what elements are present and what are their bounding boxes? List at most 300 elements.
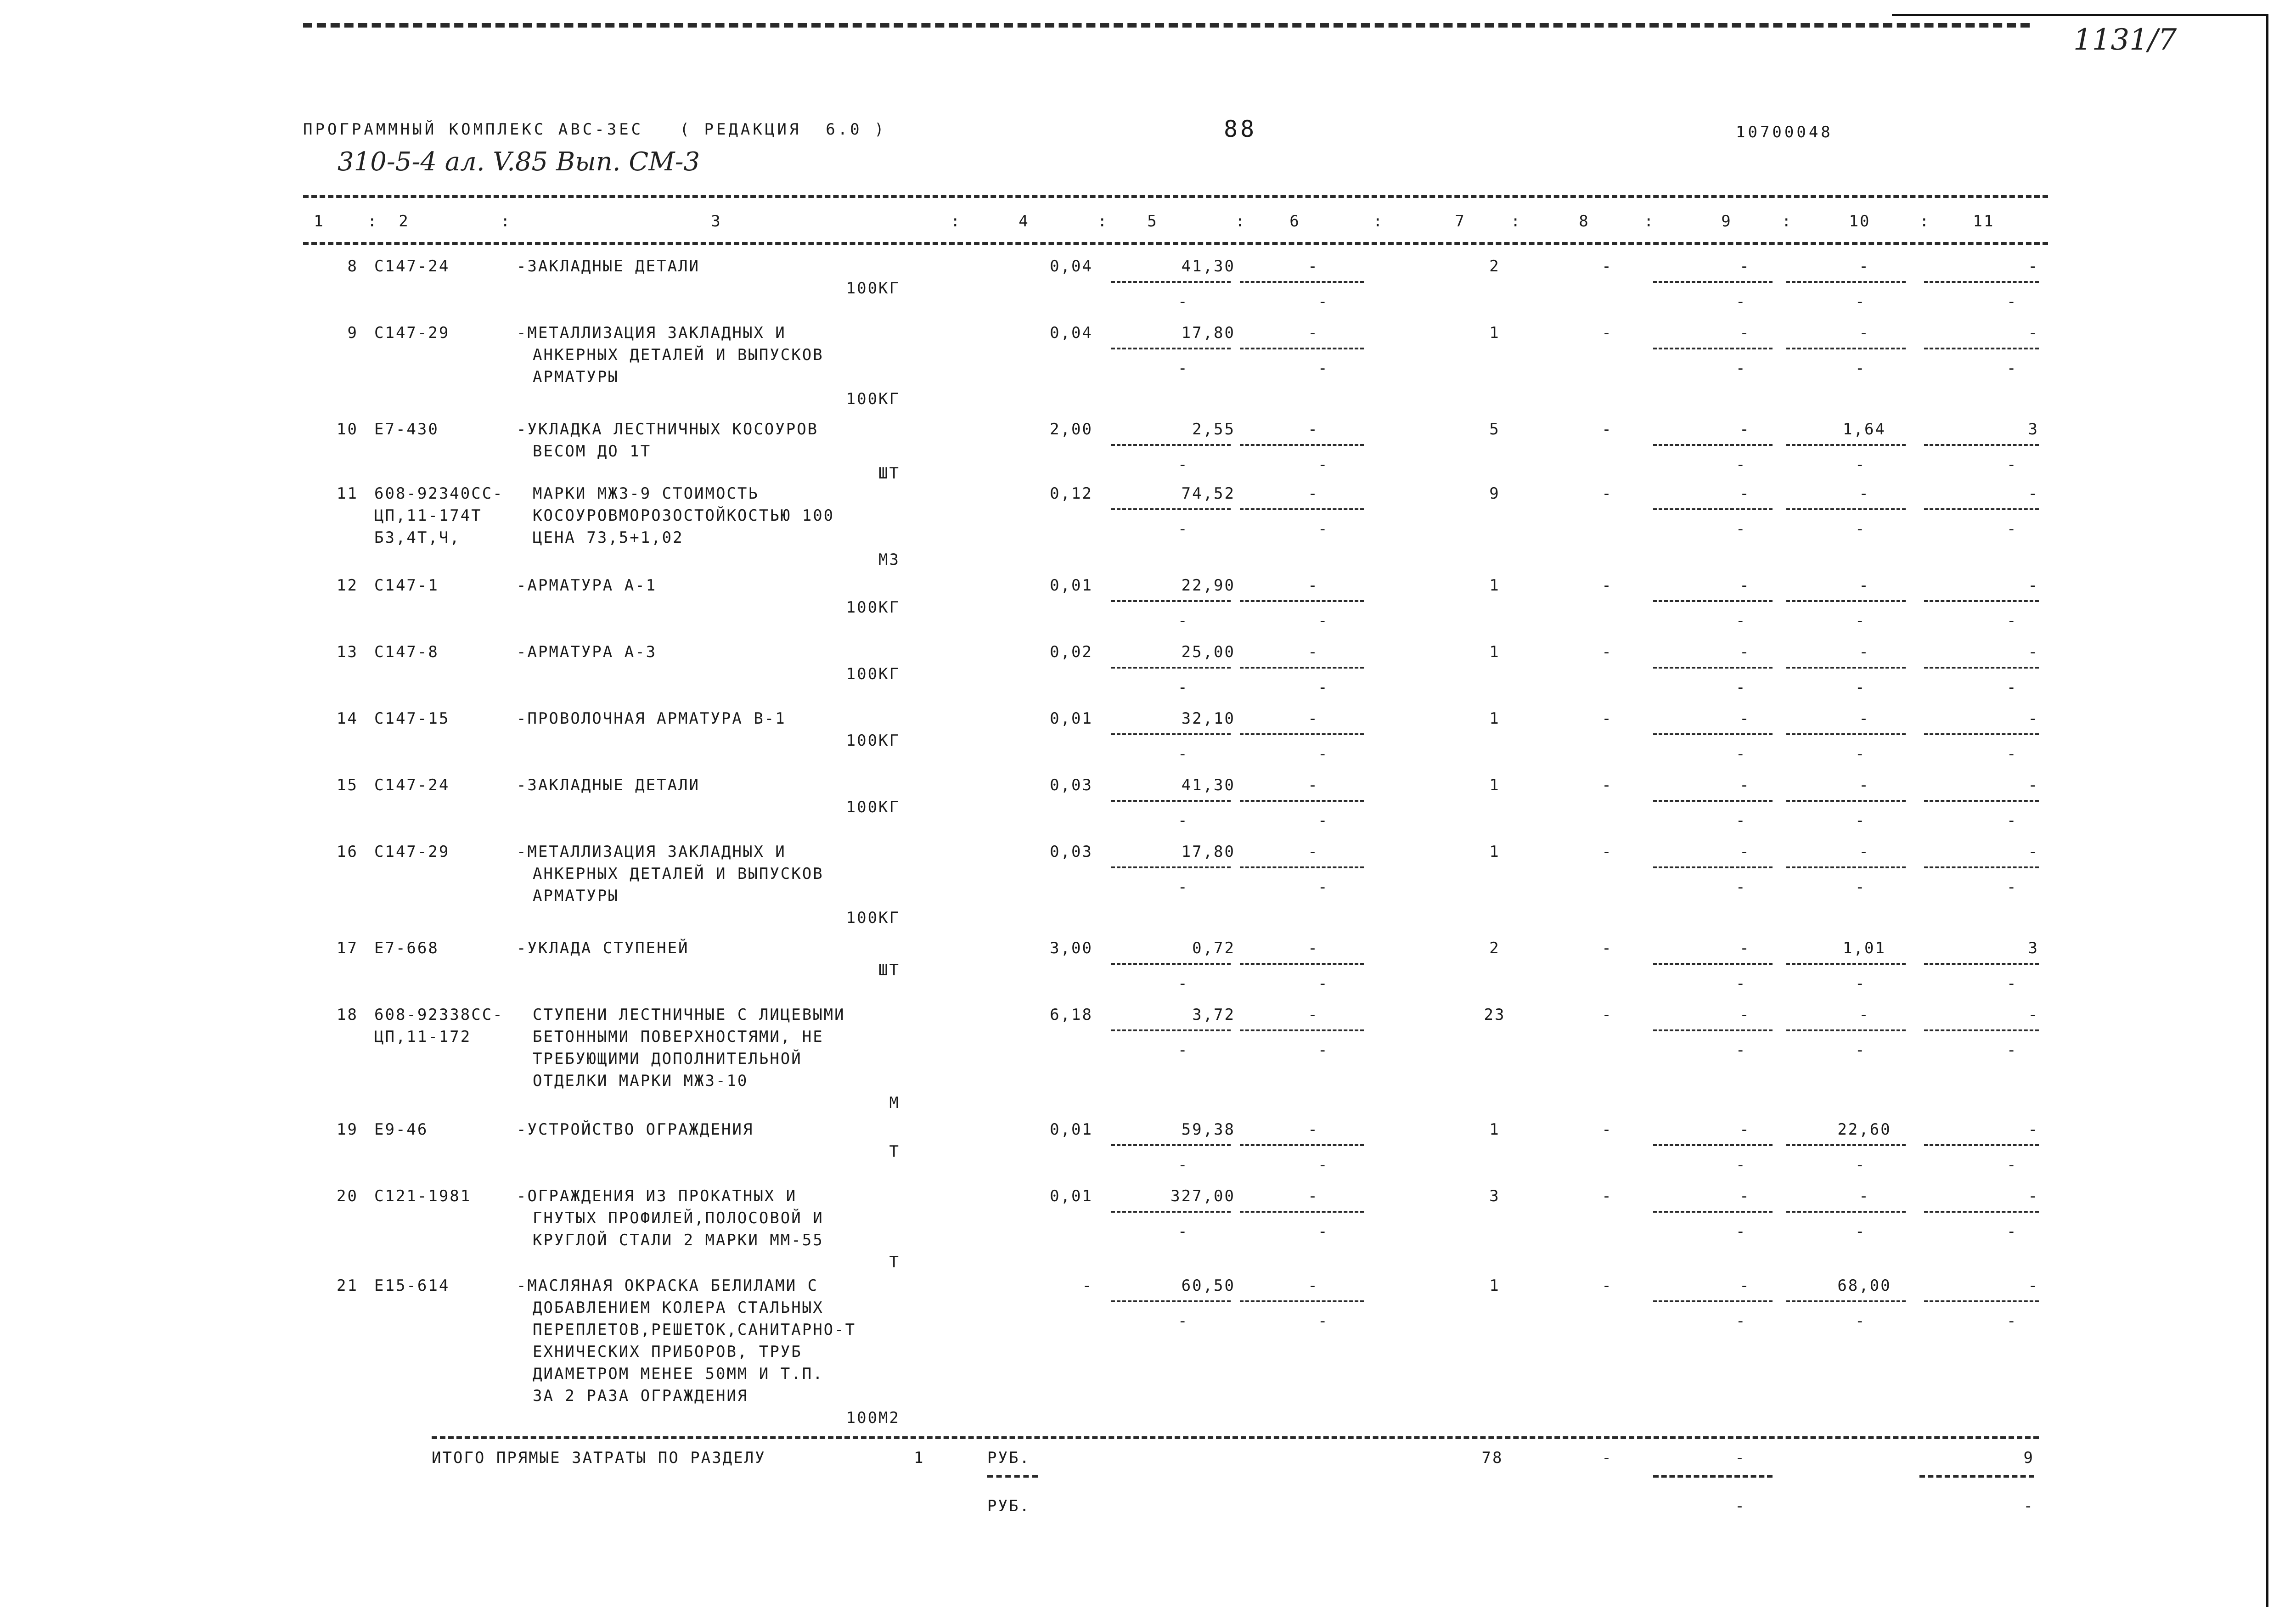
cell-sub-rule: [1924, 1144, 2039, 1146]
cell-empty-mark: -: [1178, 878, 1187, 896]
row-col7: 1: [1489, 324, 1500, 342]
column-number-7: 7: [1455, 212, 1466, 231]
cell-empty-mark: -: [2007, 1156, 2016, 1174]
row-col7: 3: [1489, 1187, 1500, 1205]
row-number: 13: [337, 643, 358, 661]
cell-sub-rule: [1240, 1211, 1364, 1213]
row-col9: -: [1739, 1187, 1750, 1205]
row-description-line: -ЗАКЛАДНЫЕ ДЕТАЛИ: [517, 776, 700, 794]
cell-sub-rule: [1111, 444, 1231, 446]
cell-sub-rule: [1240, 444, 1364, 446]
cell-empty-mark: -: [1178, 974, 1187, 993]
row-col6: -: [1308, 776, 1319, 794]
cell-empty-mark: -: [1318, 974, 1328, 993]
row-code-line: С147-1: [374, 576, 439, 595]
row-description-line: -АРМАТУРА А-3: [517, 643, 657, 661]
row-col10: -: [1859, 1187, 1870, 1205]
cell-empty-mark: -: [1318, 1312, 1328, 1330]
row-unit: 100КГ: [846, 390, 900, 408]
row-description-line: -МАСЛЯНАЯ ОКРАСКА БЕЛИЛАМИ С: [517, 1277, 819, 1295]
column-number-11: 11: [1973, 212, 1995, 231]
row-unit: 100КГ: [846, 798, 900, 816]
row-col4-quantity: -: [1082, 1277, 1093, 1295]
row-col5-price: 2,55: [1192, 420, 1235, 439]
row-description-line: ОТДЕЛКИ МАРКИ МЖЗ-10: [533, 1072, 748, 1090]
row-col5-price: 74,52: [1181, 484, 1235, 503]
row-col4-quantity: 2,00: [1050, 420, 1093, 439]
cell-empty-mark: -: [1855, 1041, 1865, 1059]
row-description-line: -МЕТАЛЛИЗАЦИЯ ЗАКЛАДНЫХ И: [517, 324, 786, 342]
cell-sub-rule: [1924, 1211, 2039, 1213]
row-col6: -: [1308, 843, 1319, 861]
column-number-1: 1: [314, 212, 325, 231]
cell-empty-mark: -: [1855, 612, 1865, 630]
cell-empty-mark: -: [2007, 359, 2016, 377]
row-description-line: ЦЕНА 73,5+1,02: [533, 529, 684, 547]
row-col9: -: [1739, 776, 1750, 794]
row-col9: -: [1739, 939, 1750, 957]
totals-col11-second: -: [2023, 1497, 2034, 1515]
row-col10: 1,64: [1843, 420, 1886, 439]
row-col9: -: [1739, 709, 1750, 728]
frame-right-line: [2266, 14, 2268, 1607]
cell-sub-rule: [1786, 444, 1906, 446]
cell-sub-rule: [1786, 1211, 1906, 1213]
totals-col8: -: [1602, 1449, 1613, 1467]
row-unit: 100КГ: [846, 909, 900, 927]
cell-empty-mark: -: [1318, 811, 1328, 830]
column-separator: :: [1373, 212, 1384, 231]
column-separator: :: [367, 212, 378, 231]
cell-empty-mark: -: [2007, 520, 2016, 538]
row-description-line: -МЕТАЛЛИЗАЦИЯ ЗАКЛАДНЫХ И: [517, 843, 786, 861]
row-col6: -: [1308, 420, 1319, 439]
cell-empty-mark: -: [1736, 292, 1745, 311]
row-description-line: АРМАТУРЫ: [533, 368, 619, 386]
header-rule-bottom: [303, 242, 2048, 245]
cell-sub-rule: [1653, 866, 1773, 868]
totals-label: ИТОГО ПРЯМЫЕ ЗАТРАТЫ ПО РАЗДЕЛУ: [432, 1449, 766, 1467]
row-col4-quantity: 6,18: [1050, 1006, 1093, 1024]
row-col7: 1: [1489, 576, 1500, 595]
row-number: 11: [337, 484, 358, 503]
row-col5-price: 25,00: [1181, 643, 1235, 661]
row-col4-quantity: 0,02: [1050, 643, 1093, 661]
row-description-line: -УКЛАДКА ЛЕСТНИЧНЫХ КОСОУРОВ: [517, 420, 819, 439]
cell-empty-mark: -: [1318, 359, 1328, 377]
cell-sub-rule: [1653, 733, 1773, 735]
cell-sub-rule: [1240, 963, 1364, 965]
row-col11: -: [2028, 484, 2039, 503]
column-number-10: 10: [1849, 212, 1871, 231]
row-col9: -: [1739, 843, 1750, 861]
row-code-line: ЦП,11-174Т: [374, 506, 482, 525]
cell-empty-mark: -: [1318, 678, 1328, 697]
cell-empty-mark: -: [1736, 359, 1745, 377]
cell-sub-rule: [1653, 963, 1773, 965]
row-col10: -: [1859, 643, 1870, 661]
cell-empty-mark: -: [2007, 974, 2016, 993]
row-col11: -: [2028, 576, 2039, 595]
row-unit: 100М2: [846, 1409, 900, 1427]
column-separator: :: [1644, 212, 1655, 231]
row-col4-quantity: 0,04: [1050, 324, 1093, 342]
cell-empty-mark: -: [1178, 745, 1187, 763]
totals-rule: [432, 1436, 2039, 1439]
cell-sub-rule: [1240, 1144, 1364, 1146]
cell-sub-rule: [1240, 800, 1364, 802]
cell-sub-rule: [1786, 1029, 1906, 1031]
cell-empty-mark: -: [2007, 292, 2016, 311]
row-col6: -: [1308, 324, 1319, 342]
cell-sub-rule: [1111, 281, 1231, 283]
row-col5-price: 41,30: [1181, 776, 1235, 794]
cell-sub-rule: [1111, 866, 1231, 868]
totals-section: 1: [914, 1449, 925, 1467]
row-unit: 100КГ: [846, 598, 900, 617]
row-col5-price: 0,72: [1192, 939, 1235, 957]
cell-sub-rule: [1240, 1029, 1364, 1031]
column-number-3: 3: [711, 212, 722, 231]
cell-sub-rule: [1111, 733, 1231, 735]
row-col4-quantity: 0,01: [1050, 1187, 1093, 1205]
cell-empty-mark: -: [1736, 678, 1745, 697]
row-col8: -: [1602, 1187, 1613, 1205]
row-description-line: -ПРОВОЛОЧНАЯ АРМАТУРА В-1: [517, 709, 786, 728]
row-unit: ШТ: [878, 464, 900, 483]
row-unit: Т: [889, 1253, 900, 1271]
cell-sub-rule: [1240, 733, 1364, 735]
cell-empty-mark: -: [1318, 456, 1328, 474]
cell-empty-mark: -: [1178, 811, 1187, 830]
cell-empty-mark: -: [1736, 456, 1745, 474]
cell-empty-mark: -: [1318, 1041, 1328, 1059]
cell-empty-mark: -: [1318, 612, 1328, 630]
cell-sub-rule: [1786, 733, 1906, 735]
row-col9: -: [1739, 576, 1750, 595]
row-description-line: БЕТОННЫМИ ПОВЕРХНОСТЯМИ, НЕ: [533, 1028, 824, 1046]
totals-col9-second: -: [1735, 1497, 1746, 1515]
row-code-line: С121-1981: [374, 1187, 472, 1205]
cell-sub-rule: [1653, 444, 1773, 446]
row-col10: -: [1859, 576, 1870, 595]
row-description-line: ДОБАВЛЕНИЕМ КОЛЕРА СТАЛЬНЫХ: [533, 1299, 824, 1317]
top-edge-dashes: [303, 23, 2030, 28]
row-col8: -: [1602, 420, 1613, 439]
row-unit: ШТ: [878, 961, 900, 979]
row-col6: -: [1308, 257, 1319, 276]
row-col10: -: [1859, 709, 1870, 728]
cell-sub-rule: [1111, 667, 1231, 669]
row-description-line: ЗА 2 РАЗА ОГРАЖДЕНИЯ: [533, 1387, 748, 1405]
cell-sub-rule: [1924, 963, 2039, 965]
cell-empty-mark: -: [2007, 745, 2016, 763]
row-col4-quantity: 0,12: [1050, 484, 1093, 503]
row-col10: -: [1859, 484, 1870, 503]
row-col4-quantity: 0,01: [1050, 1120, 1093, 1139]
cell-sub-rule: [1786, 281, 1906, 283]
row-col8: -: [1602, 643, 1613, 661]
cell-empty-mark: -: [1318, 745, 1328, 763]
row-description-line: ВЕСОМ ДО 1Т: [533, 442, 652, 461]
cell-empty-mark: -: [1178, 1041, 1187, 1059]
row-col7: 1: [1489, 1120, 1500, 1139]
cell-empty-mark: -: [1855, 359, 1865, 377]
document-code: 10700048: [1736, 123, 1833, 141]
cell-empty-mark: -: [1318, 520, 1328, 538]
row-code-line: Б3,4Т,Ч,: [374, 529, 461, 547]
cell-sub-rule: [1786, 800, 1906, 802]
row-unit: 100КГ: [846, 731, 900, 750]
row-col6: -: [1308, 1006, 1319, 1024]
cell-empty-mark: -: [1736, 878, 1745, 896]
row-description-line: -АРМАТУРА А-1: [517, 576, 657, 595]
row-col7: 1: [1489, 709, 1500, 728]
row-col8: -: [1602, 709, 1613, 728]
row-col11: -: [2028, 324, 2039, 342]
row-col6: -: [1308, 1187, 1319, 1205]
cell-empty-mark: -: [1178, 1312, 1187, 1330]
row-col10: 68,00: [1837, 1277, 1891, 1295]
row-description-line: ДИАМЕТРОМ МЕНЕЕ 50ММ И Т.П.: [533, 1365, 824, 1383]
row-col11: -: [2028, 257, 2039, 276]
row-description-line: КРУГЛОЙ СТАЛИ 2 МАРКИ ММ-55: [533, 1231, 824, 1249]
row-code-line: Е7-668: [374, 939, 439, 957]
cell-sub-rule: [1653, 1029, 1773, 1031]
row-code-line: С147-29: [374, 324, 450, 342]
cell-sub-rule: [1924, 600, 2039, 602]
row-description-line: -УСТРОЙСТВО ОГРАЖДЕНИЯ: [517, 1120, 754, 1139]
column-separator: :: [501, 212, 512, 231]
row-col5-price: 3,72: [1192, 1006, 1235, 1024]
cell-sub-rule: [1786, 600, 1906, 602]
row-number: 8: [347, 257, 358, 276]
cell-empty-mark: -: [1855, 1222, 1865, 1241]
row-number: 21: [337, 1277, 358, 1295]
cell-empty-mark: -: [2007, 456, 2016, 474]
cell-sub-rule: [1111, 963, 1231, 965]
row-col6: -: [1308, 576, 1319, 595]
column-number-2: 2: [399, 212, 410, 231]
row-col8: -: [1602, 843, 1613, 861]
row-col11: -: [2028, 1277, 2039, 1295]
row-code-line: С147-29: [374, 843, 450, 861]
handwritten-corner-number: 1131/7: [2073, 23, 2177, 57]
cell-empty-mark: -: [2007, 1222, 2016, 1241]
totals-col11: 9: [2023, 1449, 2034, 1467]
cell-empty-mark: -: [1736, 1041, 1745, 1059]
row-description-line: КОСОУРОВМОРОЗОСТОЙКОСТЬЮ 100: [533, 506, 835, 525]
row-code-line: С147-15: [374, 709, 450, 728]
totals-currency: РУБ.: [987, 1449, 1030, 1467]
row-col9: -: [1739, 257, 1750, 276]
row-col5-price: 59,38: [1181, 1120, 1235, 1139]
cell-empty-mark: -: [1855, 1156, 1865, 1174]
cell-sub-rule: [1924, 348, 2039, 349]
row-col10: -: [1859, 324, 1870, 342]
cell-empty-mark: -: [1855, 292, 1865, 311]
cell-sub-rule: [1111, 1144, 1231, 1146]
cell-empty-mark: -: [1736, 1312, 1745, 1330]
column-separator: :: [1235, 212, 1246, 231]
row-col9: -: [1739, 484, 1750, 503]
row-col6: -: [1308, 709, 1319, 728]
row-col10: -: [1859, 1006, 1870, 1024]
cell-empty-mark: -: [1736, 745, 1745, 763]
row-col11: -: [2028, 709, 2039, 728]
row-col7: 2: [1489, 257, 1500, 276]
row-col5-price: 41,30: [1181, 257, 1235, 276]
cell-sub-rule: [1924, 508, 2039, 510]
cell-empty-mark: -: [1736, 520, 1745, 538]
row-description-line: ПЕРЕПЛЕТОВ,РЕШЕТОК,САНИТАРНО-Т: [533, 1321, 856, 1339]
row-col8: -: [1602, 1120, 1613, 1139]
cell-empty-mark: -: [2007, 678, 2016, 697]
cell-sub-rule: [1653, 348, 1773, 349]
row-col7: 1: [1489, 776, 1500, 794]
row-col4-quantity: 0,03: [1050, 843, 1093, 861]
cell-sub-rule: [1111, 508, 1231, 510]
cell-sub-rule: [1924, 866, 2039, 868]
totals-col9: -: [1735, 1449, 1746, 1467]
cell-empty-mark: -: [1318, 1222, 1328, 1241]
cell-sub-rule: [1786, 667, 1906, 669]
row-col6: -: [1308, 1120, 1319, 1139]
row-unit: М3: [878, 551, 900, 569]
cell-sub-rule: [1653, 508, 1773, 510]
cell-sub-rule: [1653, 281, 1773, 283]
cell-sub-rule: [1653, 1211, 1773, 1213]
cell-empty-mark: -: [1736, 612, 1745, 630]
cell-sub-rule: [1786, 1144, 1906, 1146]
cell-sub-rule: [1111, 1211, 1231, 1213]
cell-empty-mark: -: [1178, 1222, 1187, 1241]
cell-sub-rule: [1924, 1300, 2039, 1302]
row-unit: Т: [889, 1142, 900, 1161]
row-col5-price: 17,80: [1181, 324, 1235, 342]
row-number: 14: [337, 709, 358, 728]
cell-sub-rule: [1924, 733, 2039, 735]
row-description-line: АРМАТУРЫ: [533, 887, 619, 905]
column-number-5: 5: [1147, 212, 1158, 231]
cell-empty-mark: -: [1736, 1156, 1745, 1174]
row-code-line: Е9-46: [374, 1120, 428, 1139]
row-col9: -: [1739, 643, 1750, 661]
cell-sub-rule: [1240, 281, 1364, 283]
row-number: 18: [337, 1006, 358, 1024]
cell-sub-rule: [1924, 667, 2039, 669]
cell-empty-mark: -: [1855, 520, 1865, 538]
cell-sub-rule: [1111, 1029, 1231, 1031]
cell-sub-rule: [1653, 1144, 1773, 1146]
row-col9: -: [1739, 324, 1750, 342]
cell-empty-mark: -: [2007, 811, 2016, 830]
row-unit: 100КГ: [846, 665, 900, 683]
column-number-4: 4: [1019, 212, 1030, 231]
column-separator: :: [1919, 212, 1930, 231]
row-col4-quantity: 0,01: [1050, 576, 1093, 595]
row-col11: 3: [2028, 939, 2039, 957]
row-unit: 100КГ: [846, 279, 900, 298]
row-col9: -: [1739, 1120, 1750, 1139]
row-col8: -: [1602, 1006, 1613, 1024]
totals-currency-rule: [987, 1475, 1038, 1478]
row-code-line: ЦП,11-172: [374, 1028, 472, 1046]
cell-empty-mark: -: [1855, 1312, 1865, 1330]
row-col10: -: [1859, 843, 1870, 861]
header-rule-top: [303, 195, 2048, 198]
cell-empty-mark: -: [2007, 612, 2016, 630]
cell-empty-mark: -: [1178, 520, 1187, 538]
cell-sub-rule: [1924, 1029, 2039, 1031]
row-col6: -: [1308, 484, 1319, 503]
row-col6: -: [1308, 939, 1319, 957]
cell-empty-mark: -: [2007, 1041, 2016, 1059]
row-col11: -: [2028, 1006, 2039, 1024]
row-col7: 1: [1489, 1277, 1500, 1295]
row-code-line: 608-92338СС-: [374, 1006, 504, 1024]
row-col5-price: 32,10: [1181, 709, 1235, 728]
cell-empty-mark: -: [1855, 678, 1865, 697]
row-col6: -: [1308, 643, 1319, 661]
totals-col7: 78: [1481, 1449, 1503, 1467]
row-col11: -: [2028, 1120, 2039, 1139]
row-col5-price: 22,90: [1181, 576, 1235, 595]
totals-currency-second: РУБ.: [987, 1497, 1030, 1515]
cell-sub-rule: [1786, 1300, 1906, 1302]
row-col8: -: [1602, 939, 1613, 957]
row-col8: -: [1602, 1277, 1613, 1295]
row-code-line: С147-24: [374, 257, 450, 276]
row-col7: 5: [1489, 420, 1500, 439]
row-col9: -: [1739, 420, 1750, 439]
cell-sub-rule: [1786, 963, 1906, 965]
row-description-line: ТРЕБУЮЩИМИ ДОПОЛНИТЕЛЬНОЙ: [533, 1050, 802, 1068]
row-col9: -: [1739, 1006, 1750, 1024]
row-code-line: 608-92340СС-: [374, 484, 504, 503]
row-code-line: С147-24: [374, 776, 450, 794]
row-col10: -: [1859, 776, 1870, 794]
frame-top-line: [1892, 14, 2268, 16]
row-col4-quantity: 0,04: [1050, 257, 1093, 276]
cell-empty-mark: -: [2007, 1312, 2016, 1330]
cell-sub-rule: [1111, 600, 1231, 602]
row-col8: -: [1602, 576, 1613, 595]
cell-empty-mark: -: [1178, 1156, 1187, 1174]
cell-empty-mark: -: [1855, 745, 1865, 763]
cell-sub-rule: [1240, 508, 1364, 510]
totals-col9-rule: [1653, 1475, 1773, 1478]
row-col10: 1,01: [1843, 939, 1886, 957]
cell-sub-rule: [1653, 667, 1773, 669]
cell-sub-rule: [1240, 866, 1364, 868]
cell-sub-rule: [1240, 600, 1364, 602]
row-col5-price: 60,50: [1181, 1277, 1235, 1295]
row-description-line: АНКЕРНЫХ ДЕТАЛЕЙ И ВЫПУСКОВ: [533, 865, 824, 883]
row-number: 15: [337, 776, 358, 794]
row-col7: 1: [1489, 843, 1500, 861]
row-description-line: АНКЕРНЫХ ДЕТАЛЕЙ И ВЫПУСКОВ: [533, 346, 824, 364]
row-col7: 9: [1489, 484, 1500, 503]
column-number-6: 6: [1289, 212, 1300, 231]
row-col8: -: [1602, 484, 1613, 503]
row-col11: -: [2028, 1187, 2039, 1205]
cell-empty-mark: -: [1178, 678, 1187, 697]
row-col8: -: [1602, 324, 1613, 342]
cell-empty-mark: -: [1318, 292, 1328, 311]
page-number: 88: [1224, 116, 1257, 142]
cell-sub-rule: [1111, 1300, 1231, 1302]
